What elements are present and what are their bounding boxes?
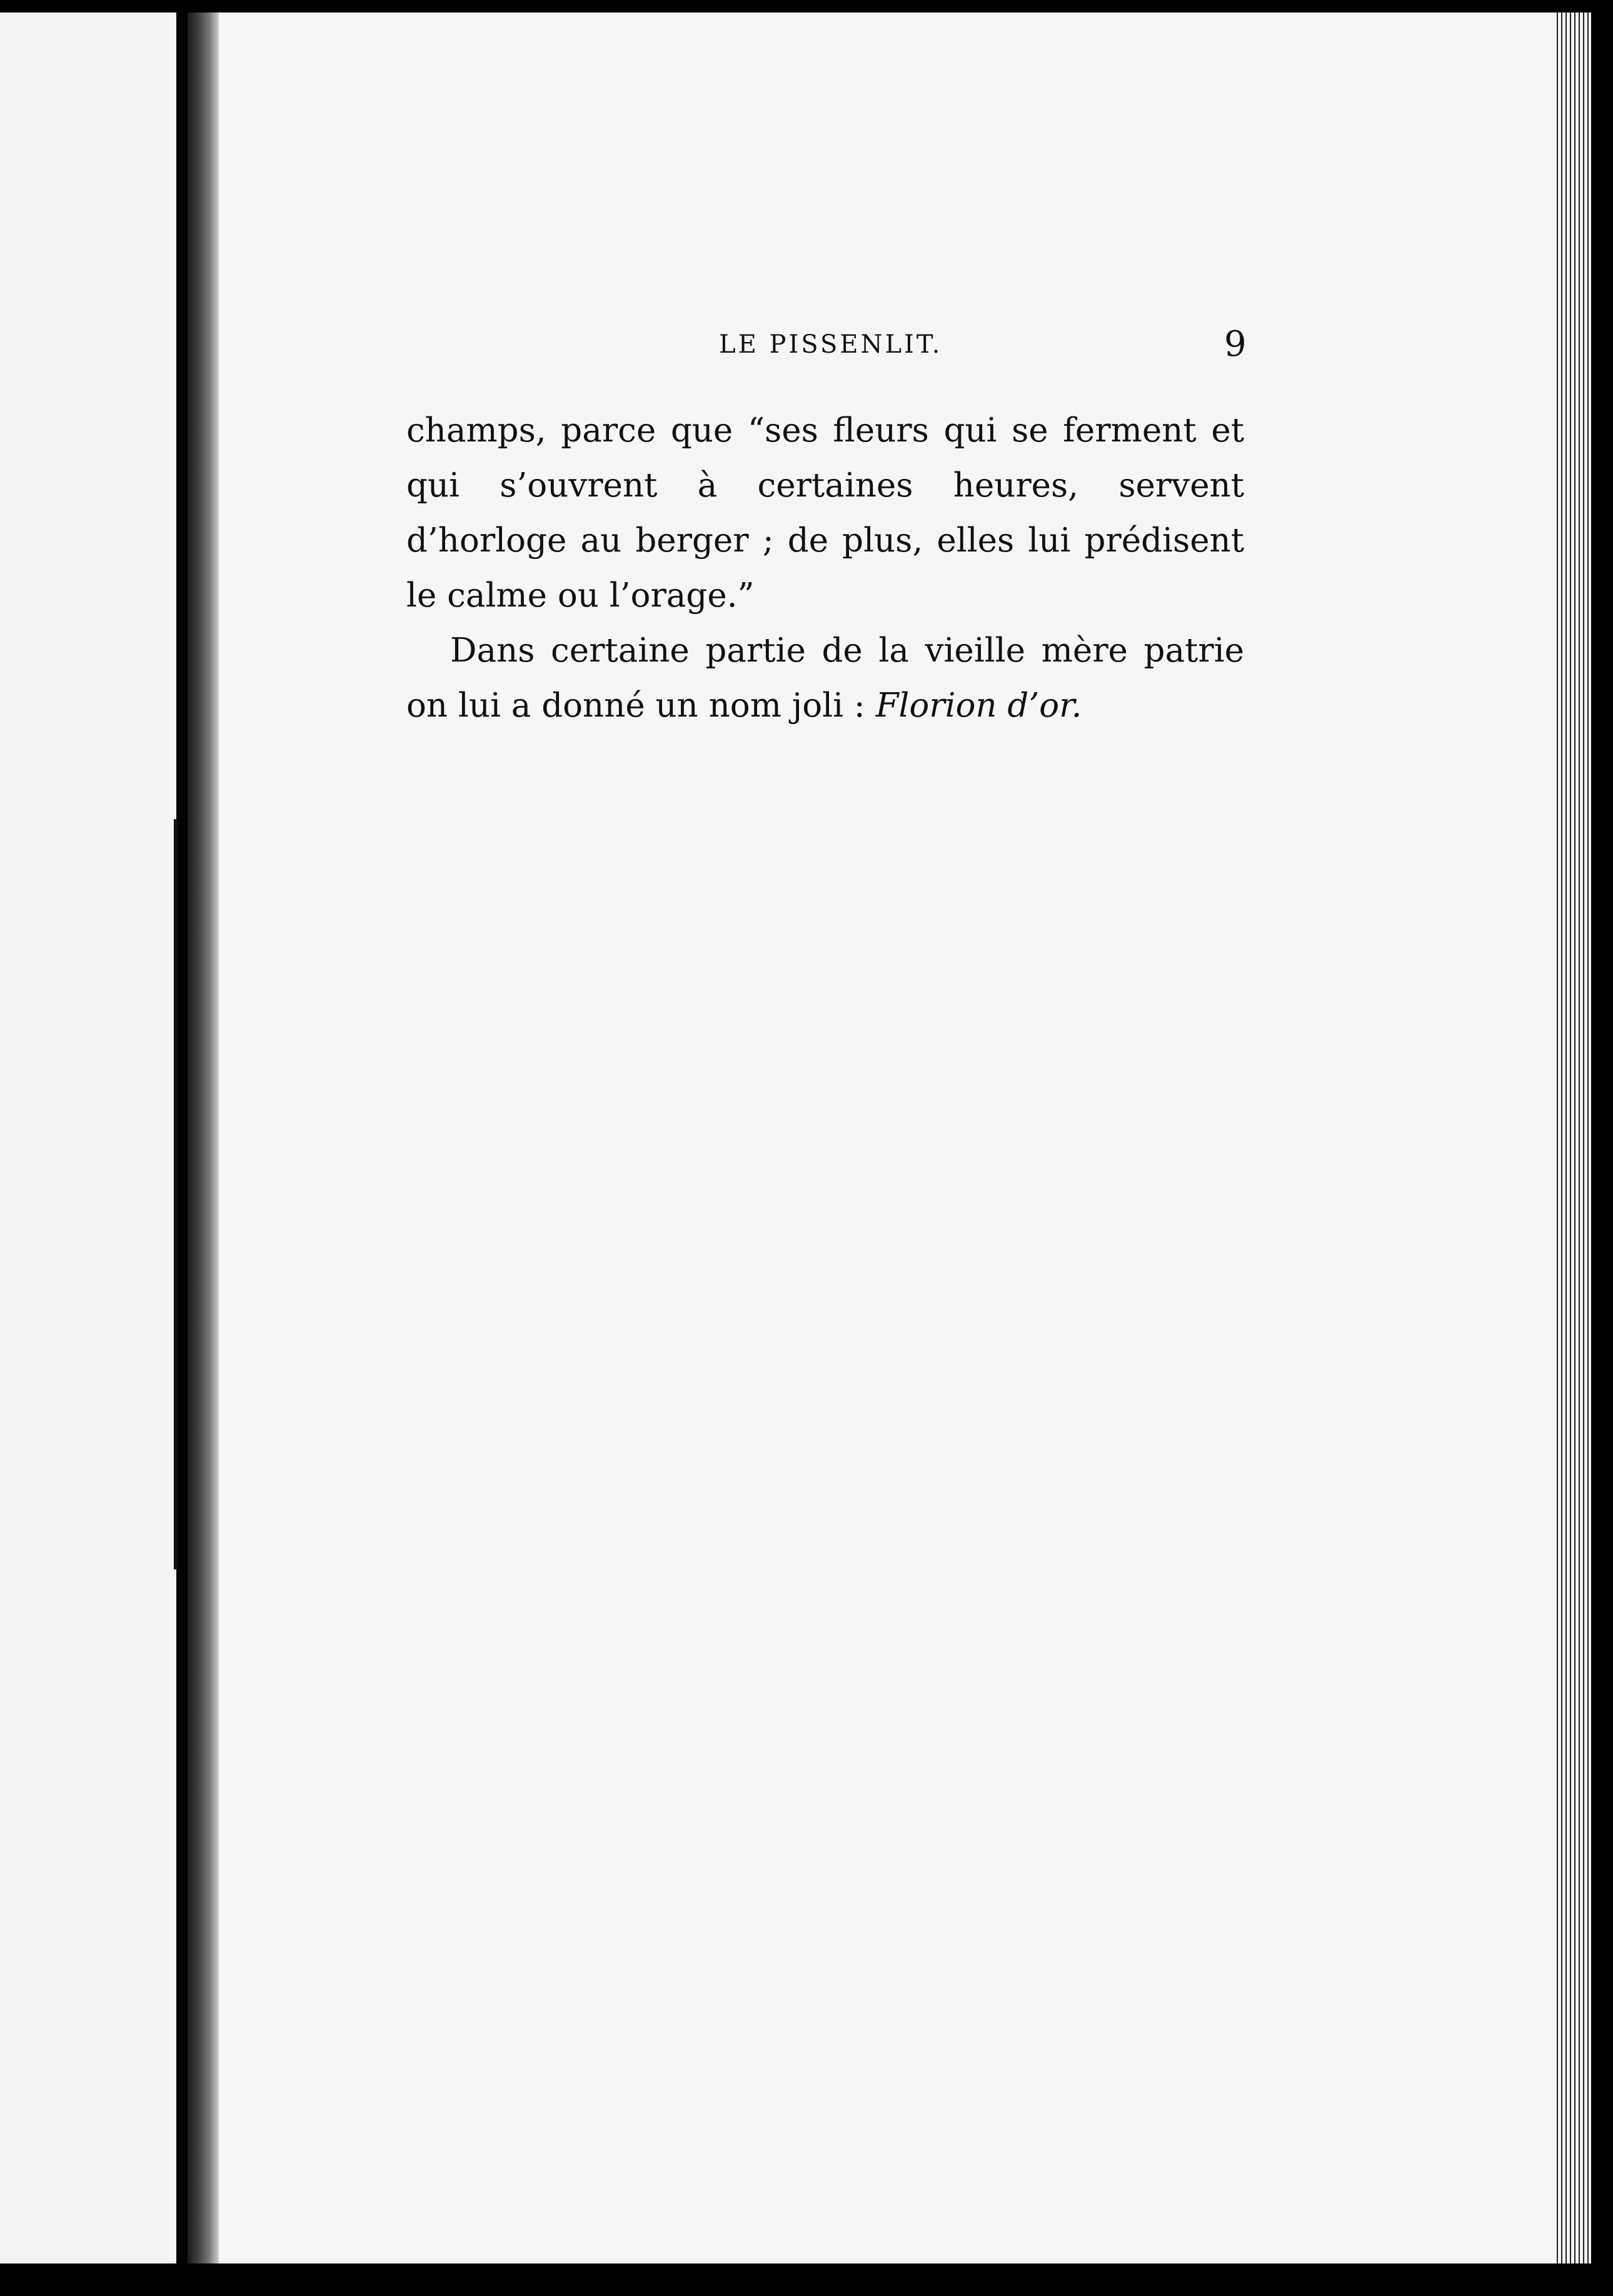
page-edge-line	[174, 819, 178, 1569]
paragraph-2	[406, 623, 1244, 733]
previous-page-edge	[0, 13, 176, 2263]
plant-name-italic: Florion d’or.	[875, 687, 1082, 725]
book-spine-shadow	[188, 13, 219, 2263]
page-number: 9	[1224, 324, 1247, 365]
body-text	[406, 403, 1244, 733]
running-head: LE PISSENLIT.	[719, 330, 943, 359]
paragraph-1: champs, parce que “ses fleurs qui se ferment et qui s’ouvrent à certaines heures, servent d’horloge au berger ; de plus, elles lui prédisent le calme ou l’orage.”	[406, 411, 1244, 615]
page-stack-edge	[1554, 13, 1591, 2263]
paragraph-2-text: Dans certaine partie de la vieille mère patrie on lui a donné un nom joli :	[406, 632, 1244, 725]
